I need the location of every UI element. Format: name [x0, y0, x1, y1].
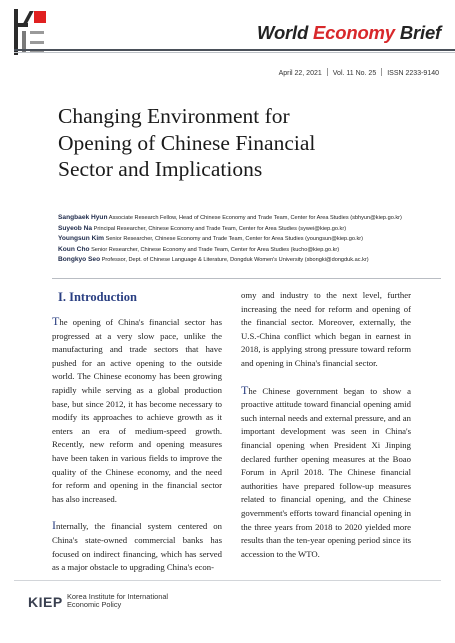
issue-separator — [381, 68, 382, 76]
issue-issn: ISSN 2233-9140 — [387, 70, 439, 77]
brand-title — [257, 22, 441, 44]
brand-accent: Economy — [313, 22, 395, 43]
issue-date: April 22, 2021 — [278, 70, 322, 77]
paragraph-text: he opening of China's financial sector has progressed at a very slow pace, unlike the manufacturing and trade sectors that have pushed for an active opening to the outside world. The Chinese economy has been growing rapidly while serving as a global production base, but since 2012, it has become necessary to modify its approaches to achieve growth as it enters an era of medium-speed growth. Recently, new reform and opening measures have been taken in various fields to improve the quality of the Chinese economy, and the need for reform and opening in the financial sector has also increased. — [52, 317, 222, 504]
author-entry — [58, 224, 448, 235]
section-divider — [52, 278, 441, 279]
paragraph-text: nternally, the financial system centered on China's state-owned commercial banks has focused on indirect financing, which has served as a major obstacle to upgrading China's econ- — [52, 521, 222, 573]
footer-institute-name — [67, 593, 168, 610]
issue-info — [279, 68, 439, 77]
header-rule — [14, 49, 455, 51]
author-desc: Senior Researcher, Chinese Economy and Trade Team, Center for Area Studies (kucho@kiep.go.kr) — [91, 246, 340, 253]
drop-letter: I — [52, 518, 56, 533]
title-line-1: Changing Environment for — [58, 104, 290, 128]
author-desc: Principal Researcher, Chinese Economy and Trade Team, Center for Area Studies (sywei@kiep.go.kr) — [93, 225, 347, 232]
header-rule-thin — [14, 52, 455, 53]
institute-line-2: Economic Policy — [67, 600, 122, 610]
section-heading: I. Introduction — [58, 290, 137, 304]
page-title — [58, 103, 398, 183]
author-name: Suyeob Na — [58, 224, 93, 232]
author-desc: Professor, Dept. of Chinese Language & Literature, Dongduk Women's University (sbongki@dongduk.ac.kr) — [101, 257, 369, 264]
footer-rule — [14, 580, 441, 581]
author-name: Koun Cho — [58, 245, 90, 253]
author-desc: Associate Research Fellow, Head of Chinese Economy and Trade Team, Center for Area Studies (sbhyun@kiep.go.kr) — [108, 215, 402, 221]
title-line-3: Sector and Implications — [58, 157, 263, 181]
drop-letter: T — [52, 314, 60, 328]
brand-prefix: World — [257, 22, 314, 43]
author-entry — [58, 234, 448, 245]
text-column-right — [241, 289, 411, 561]
author-entry — [58, 245, 448, 256]
author-entry — [58, 255, 448, 266]
paragraph-text: omy and industry to the next level, further increasing the need for reform and opening of the financial sector. Moreover, externally, the U.S.-China conflict which began in earnest in 2018, is applying strong pressure toward reform and opening in China's financial sector. — [241, 290, 411, 368]
text-column-left — [52, 316, 222, 575]
paragraph-text: he Chinese government began to show a proactive attitude toward financial opening amid such internal needs and external pressure, and an important development was seen in China's financial opening when President Xi Jinping declared further opening measures at the Boao Forum in April 2018. The Chinese financial authorities have prepared follow-up measures related to financial opening, and the Chinese government's efforts toward financial opening in the three years from 2018 to 2020 yielded more results than the ten-year opening period since its accession to the WTO. — [241, 385, 411, 559]
issue-volume: Vol. 11 No. 25 — [332, 70, 377, 77]
author-desc: Senior Researcher, Chinese Economy and Trade Team, Center for Area Studies (youngsun@kiep.go.kr) — [105, 236, 364, 243]
paragraph — [241, 382, 411, 562]
author-name: Bongkyo Seo — [58, 256, 101, 264]
author-name: Youngsun Kim — [58, 235, 105, 243]
drop-letter: T — [241, 382, 249, 397]
institute-line-1: Korea Institute for International — [67, 592, 169, 601]
footer-logo: KIEP — [28, 594, 63, 610]
paragraph — [241, 289, 411, 371]
author-list — [58, 213, 448, 266]
author-entry — [58, 213, 448, 224]
paragraph — [52, 316, 222, 506]
issue-separator — [327, 68, 328, 76]
paragraph — [52, 520, 222, 574]
brand-suffix: Brief — [394, 22, 441, 43]
title-line-2: Opening of Chinese Financial — [58, 130, 316, 155]
author-name: Sangbaek Hyun — [58, 214, 108, 221]
